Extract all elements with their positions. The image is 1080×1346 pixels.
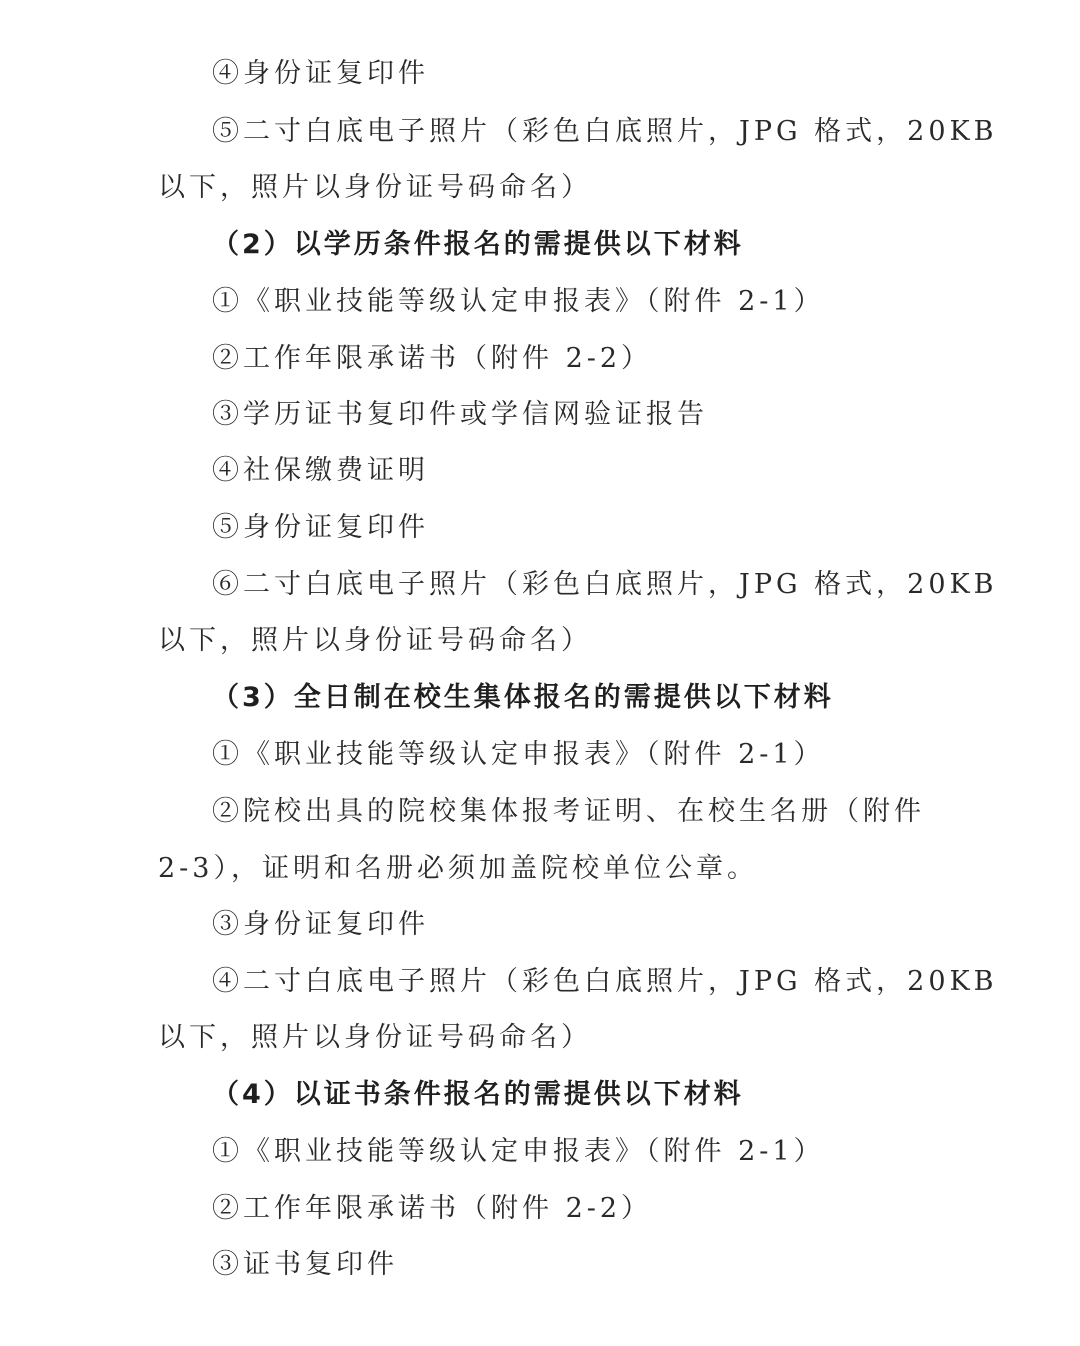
list-item-school-certificate: ②院校出具的院校集体报考证明、在校生名册（附件 bbox=[212, 796, 925, 827]
list-item-id-copy: ④身份证复印件 bbox=[212, 58, 429, 89]
list-item-photo-continued: 以下，照片以身份证号码命名） bbox=[158, 1022, 592, 1053]
list-item-diploma-copy: ③学历证书复印件或学信网验证报告 bbox=[212, 399, 708, 430]
list-item-application-form: ①《职业技能等级认定申报表》（附件 2-1） bbox=[212, 286, 825, 317]
list-item-work-years-pledge: ②工作年限承诺书（附件 2-2） bbox=[212, 1193, 653, 1224]
section-heading-certificate: （4）以证书条件报名的需提供以下材料 bbox=[212, 1079, 744, 1110]
list-item-application-form: ①《职业技能等级认定申报表》（附件 2-1） bbox=[212, 739, 825, 770]
list-item-certificate-copy: ③证书复印件 bbox=[212, 1249, 398, 1280]
section-heading-full-time-students: （3）全日制在校生集体报名的需提供以下材料 bbox=[212, 682, 834, 713]
list-item-id-copy: ③身份证复印件 bbox=[212, 909, 429, 940]
list-item-photo: ⑥二寸白底电子照片（彩色白底照片，JPG 格式，20KB bbox=[212, 569, 998, 600]
list-item-id-copy: ⑤身份证复印件 bbox=[212, 512, 429, 543]
list-item-photo: ④二寸白底电子照片（彩色白底照片，JPG 格式，20KB bbox=[212, 966, 998, 997]
list-item-social-insurance: ④社保缴费证明 bbox=[212, 455, 429, 486]
list-item-application-form: ①《职业技能等级认定申报表》（附件 2-1） bbox=[212, 1136, 825, 1167]
list-item-work-years-pledge: ②工作年限承诺书（附件 2-2） bbox=[212, 343, 653, 374]
list-item-photo: ⑤二寸白底电子照片（彩色白底照片，JPG 格式，20KB bbox=[212, 116, 998, 147]
section-heading-education: （2）以学历条件报名的需提供以下材料 bbox=[212, 229, 744, 260]
list-item-school-certificate-continued: 2-3），证明和名册必须加盖院校单位公章。 bbox=[158, 853, 758, 884]
list-item-photo-continued: 以下，照片以身份证号码命名） bbox=[158, 172, 592, 203]
list-item-photo-continued: 以下，照片以身份证号码命名） bbox=[158, 625, 592, 656]
